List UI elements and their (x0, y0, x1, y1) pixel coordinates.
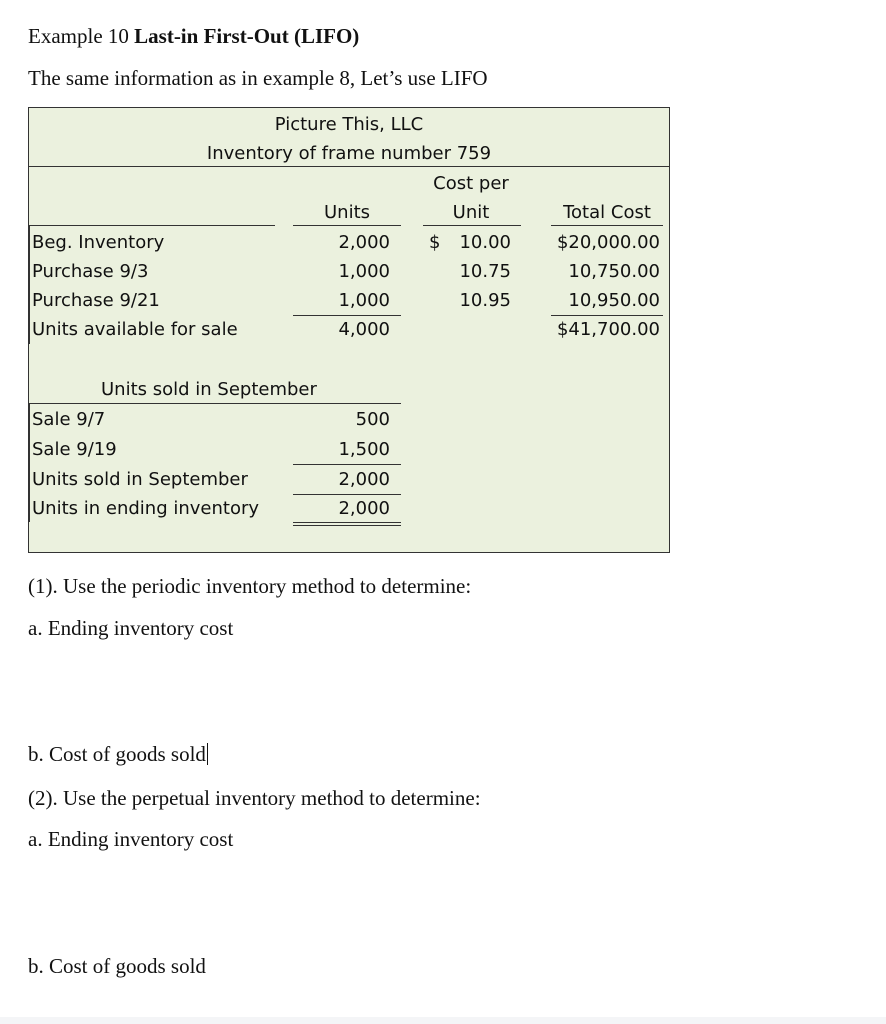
example-heading (28, 24, 359, 49)
sold-header-underline (29, 403, 401, 404)
sold-row-label: Units in ending inventory (32, 498, 260, 519)
row-cost-symbol: $ (429, 232, 441, 253)
row-label: Units available for sale (32, 319, 238, 340)
sold-row-units: 2,000 (338, 469, 390, 490)
row-label: Purchase 9/3 (32, 261, 149, 282)
row-units: 2,000 (338, 232, 390, 253)
question-2a: a. Ending inventory cost (28, 827, 234, 851)
title-divider (29, 166, 669, 167)
units-subtotal-rule (293, 315, 401, 316)
row-total: $41,700.00 (556, 319, 660, 340)
text-cursor (207, 743, 208, 765)
sold-row-label: Units sold in September (32, 469, 248, 490)
header-unit: Unit (452, 202, 490, 223)
row-units: 1,000 (338, 261, 390, 282)
ending-double-rule-bottom (293, 525, 401, 526)
row-label: Beg. Inventory (32, 232, 165, 253)
question-1: (1). Use the periodic inventory method to determine: (28, 574, 472, 598)
table-subtitle: Inventory of frame number 759 (206, 143, 492, 164)
sold-row-units: 500 (355, 409, 390, 430)
unit-header-underline (423, 225, 521, 226)
row-total: $20,000.00 (556, 232, 660, 253)
sold-row-label: Sale 9/7 (32, 409, 106, 430)
example-title: Last-in First-Out (LIFO) (134, 24, 360, 48)
header-total-cost: Total Cost (563, 202, 651, 223)
page-bottom-edge (0, 1017, 886, 1024)
label-header-underline (29, 225, 275, 226)
sold-left-rule (29, 404, 30, 522)
total-subtotal-rule (551, 315, 663, 316)
intro-text: The same information as in example 8, Let’s use LIFO (28, 66, 488, 90)
question-1b[interactable] (28, 742, 208, 767)
row-units: 4,000 (338, 319, 390, 340)
row-label: Purchase 9/21 (32, 290, 160, 311)
question-1a: a. Ending inventory cost (28, 616, 234, 640)
sold-row-units: 2,000 (338, 498, 390, 519)
sold-total-rule (293, 494, 401, 495)
row-total: 10,750.00 (568, 261, 660, 282)
sold-subtotal-rule (293, 464, 401, 465)
header-cost-per: Cost per (433, 173, 509, 194)
row-cost: 10.75 (459, 261, 511, 282)
inventory-table (28, 107, 670, 553)
header-units: Units (323, 202, 371, 223)
row-cost: 10.00 (459, 232, 511, 253)
question-1b-text: b. Cost of goods sold (28, 742, 206, 766)
rows-left-rule (29, 226, 30, 344)
ending-double-rule-top (293, 522, 401, 523)
sold-row-label: Sale 9/19 (32, 439, 117, 460)
total-header-underline (551, 225, 663, 226)
row-total: 10,950.00 (568, 290, 660, 311)
sold-section-header: Units sold in September (101, 379, 317, 400)
example-number: Example 10 (28, 24, 129, 48)
row-units: 1,000 (338, 290, 390, 311)
company-name: Picture This, LLC (274, 114, 424, 135)
question-2: (2). Use the perpetual inventory method to determine: (28, 786, 481, 810)
question-2b: b. Cost of goods sold (28, 954, 206, 978)
sold-row-units: 1,500 (338, 439, 390, 460)
row-cost: 10.95 (459, 290, 511, 311)
units-header-underline (293, 225, 401, 226)
